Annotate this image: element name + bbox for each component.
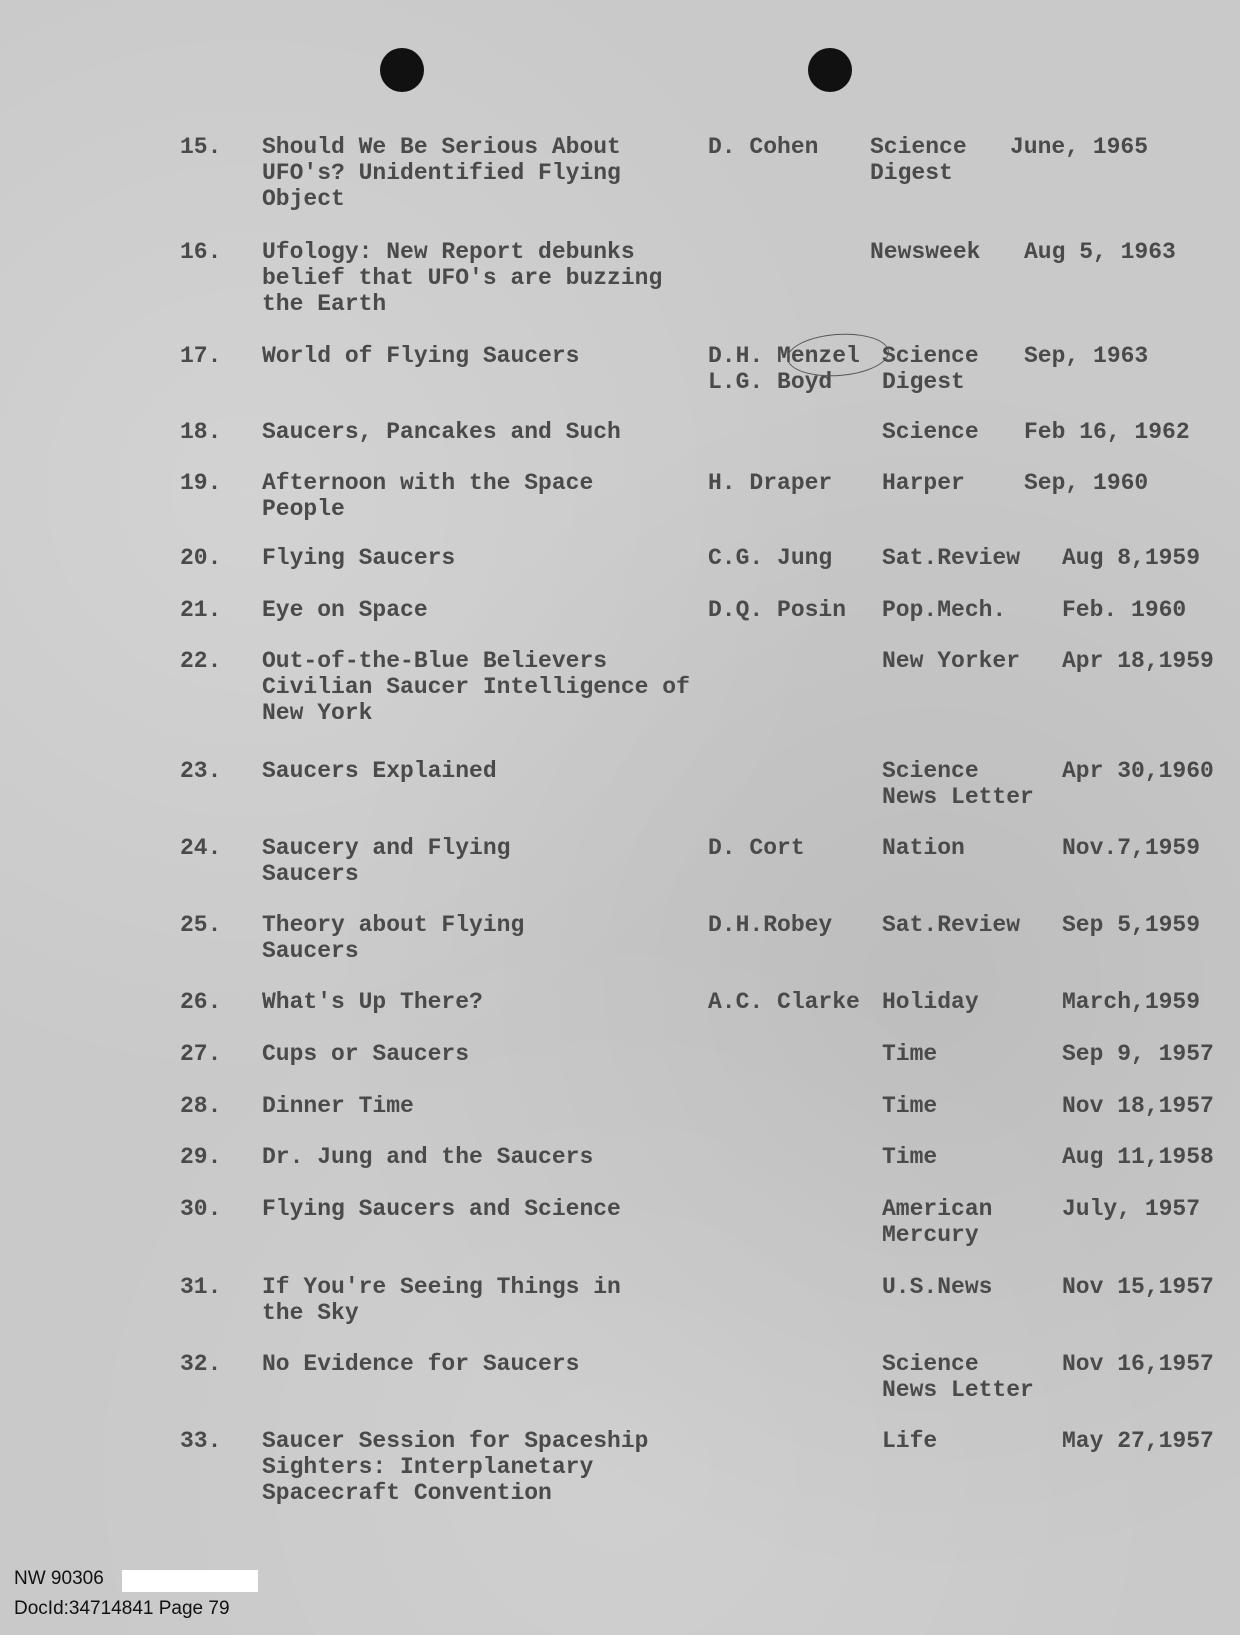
- entry-title: Saucery and Flying Saucers: [262, 835, 511, 887]
- entry-publication: American Mercury: [882, 1196, 993, 1248]
- entry-date: Apr 30,1960: [1062, 758, 1214, 784]
- entry-date: March,1959: [1062, 989, 1201, 1015]
- entry-number: 15.: [180, 134, 222, 160]
- entry-title: Theory about Flying Saucers: [262, 912, 525, 964]
- entry-date: Aug 5, 1963: [1024, 239, 1176, 265]
- entry-date: Apr 18,1959: [1062, 648, 1214, 674]
- entry-date: Nov 18,1957: [1062, 1093, 1214, 1119]
- entry-title: If You're Seeing Things in the Sky: [262, 1274, 621, 1326]
- entry-title: World of Flying Saucers: [262, 343, 580, 369]
- entry-date: Sep, 1960: [1024, 470, 1149, 496]
- entry-number: 30.: [180, 1196, 222, 1222]
- entry-date: Nov.7,1959: [1062, 835, 1201, 861]
- entry-publication: Science: [882, 419, 979, 445]
- entry-title: Flying Saucers: [262, 545, 456, 571]
- entry-number: 19.: [180, 470, 222, 496]
- entry-date: Feb. 1960: [1062, 597, 1187, 623]
- entry-author: D.H. Menzel L.G. Boyd: [708, 343, 860, 395]
- entry-title: Cups or Saucers: [262, 1041, 470, 1067]
- entry-author: H. Draper: [708, 470, 833, 496]
- entry-title: Dinner Time: [262, 1093, 414, 1119]
- entry-title: Dr. Jung and the Saucers: [262, 1144, 594, 1170]
- entry-number: 16.: [180, 239, 222, 265]
- entry-date: July, 1957: [1062, 1196, 1201, 1222]
- entry-title: No Evidence for Saucers: [262, 1351, 580, 1377]
- entry-publication: U.S.News: [882, 1274, 993, 1300]
- entry-publication: Holiday: [882, 989, 979, 1015]
- entry-title: Afternoon with the Space People: [262, 470, 594, 522]
- entry-author: C.G. Jung: [708, 545, 833, 571]
- entry-number: 28.: [180, 1093, 222, 1119]
- entry-title: Saucers, Pancakes and Such: [262, 419, 621, 445]
- entry-date: Nov 15,1957: [1062, 1274, 1214, 1300]
- entry-title: Should We Be Serious About UFO's? Unidentified Flying Object: [262, 134, 621, 212]
- entry-number: 23.: [180, 758, 222, 784]
- entry-number: 20.: [180, 545, 222, 571]
- entry-publication: Newsweek: [870, 239, 981, 265]
- entry-author: D.H.Robey: [708, 912, 833, 938]
- entry-publication: Pop.Mech.: [882, 597, 1007, 623]
- entry-title: What's Up There?: [262, 989, 483, 1015]
- entry-author: D. Cort: [708, 835, 805, 861]
- entry-title: Saucer Session for Spaceship Sighters: Interplanetary Spacecraft Convention: [262, 1428, 649, 1506]
- entry-publication: Harper: [882, 470, 965, 496]
- entry-publication: Science News Letter: [882, 758, 1034, 810]
- entry-publication: Science News Letter: [882, 1351, 1034, 1403]
- entry-publication: Sat.Review: [882, 545, 1021, 571]
- entry-date: Nov 16,1957: [1062, 1351, 1214, 1377]
- entry-number: 29.: [180, 1144, 222, 1170]
- entry-date: Aug 8,1959: [1062, 545, 1201, 571]
- entry-publication: Science Digest: [882, 343, 979, 395]
- entry-date: June, 1965: [1010, 134, 1149, 160]
- entry-publication: Life: [882, 1428, 938, 1454]
- entry-title: Flying Saucers and Science: [262, 1196, 621, 1222]
- entry-date: Aug 11,1958: [1062, 1144, 1214, 1170]
- entry-publication: Nation: [882, 835, 965, 861]
- entry-date: Sep 5,1959: [1062, 912, 1201, 938]
- entry-author: D. Cohen: [708, 134, 819, 160]
- entry-date: Feb 16, 1962: [1024, 419, 1190, 445]
- entry-number: 27.: [180, 1041, 222, 1067]
- entry-title: Ufology: New Report debunks belief that UFO's are buzzing the Earth: [262, 239, 663, 317]
- entry-publication: New Yorker: [882, 648, 1021, 674]
- footer-docid: DocId:34714841 Page 79: [14, 1598, 230, 1619]
- entry-number: 17.: [180, 343, 222, 369]
- entry-number: 25.: [180, 912, 222, 938]
- entry-date: May 27,1957: [1062, 1428, 1214, 1454]
- entry-publication: Science Digest: [870, 134, 967, 186]
- entry-author: D.Q. Posin: [708, 597, 847, 623]
- entry-publication: Sat.Review: [882, 912, 1021, 938]
- entry-number: 32.: [180, 1351, 222, 1377]
- entry-title: Eye on Space: [262, 597, 428, 623]
- entry-author: A.C. Clarke: [708, 989, 860, 1015]
- entry-number: 33.: [180, 1428, 222, 1454]
- entry-publication: Time: [882, 1144, 938, 1170]
- entry-title: Saucers Explained: [262, 758, 497, 784]
- entry-number: 18.: [180, 419, 222, 445]
- entry-publication: Time: [882, 1093, 938, 1119]
- entry-number: 31.: [180, 1274, 222, 1300]
- entry-number: 24.: [180, 835, 222, 861]
- entry-number: 26.: [180, 989, 222, 1015]
- entry-number: 22.: [180, 648, 222, 674]
- entry-date: Sep, 1963: [1024, 343, 1149, 369]
- entry-title: Out-of-the-Blue Believers Civilian Saucer Intelligence of New York: [262, 648, 690, 726]
- redaction-box: [122, 1570, 258, 1592]
- entry-number: 21.: [180, 597, 222, 623]
- entry-date: Sep 9, 1957: [1062, 1041, 1214, 1067]
- footer-nw-number: NW 90306: [14, 1568, 104, 1589]
- entry-publication: Time: [882, 1041, 938, 1067]
